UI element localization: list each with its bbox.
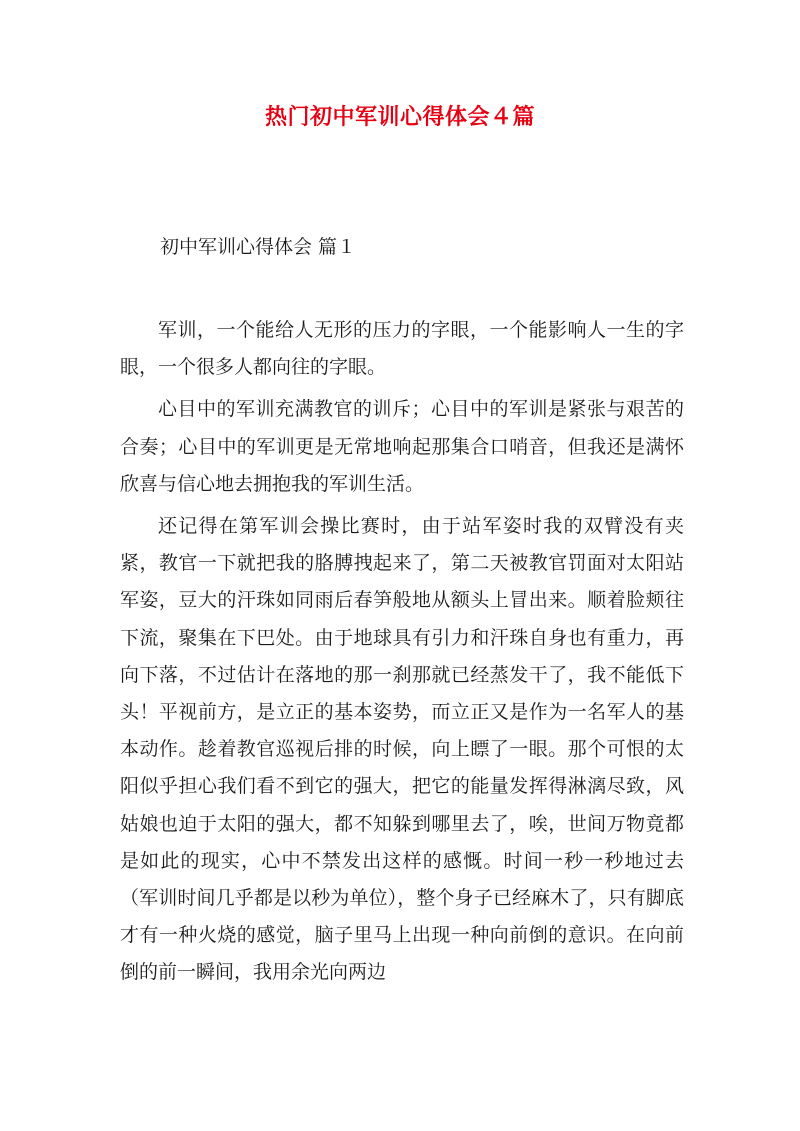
paragraph: 还记得在第军训会操比赛时，由于站军姿时我的双臂没有夹紧，教官一下就把我的胳膊拽起来了，第二天被教官罚面对太阳站军姿，豆大的汗珠如同雨后春笋般地从额头上冒出来。顺着脸颊往下流，聚集在下巴处。由于地球具有引力和汗珠自身也有重力，再向下落，不过估计在落地的那一刹那就已经蒸发干了，我不能低下头！平视前方，是立正的基本姿势，而立正又是作为一名军人的基本动作。趁着教官巡视后排的时候，向上瞟了一眼。那个可恨的太阳似乎担心我们看不到它的强大，把它的能量发挥得淋漓尽致，风姑娘也迫于太阳的强大，都不知躲到哪里去了，唉，世间万物竟都是如此的现实，心中不禁发出这样的感慨。时间一秒一秒地过去（军训时间几乎都是以秒为单位），整个身子已经麻木了，只有脚底才有一种火烧的感觉，脑子里马上出现一种向前倒的意识。在向前倒的前一瞬间，我用余光向两边 (120, 515, 684, 984)
section-heading: 初中军训心得体会 篇１ (160, 236, 357, 258)
paragraph: 心目中的军训充满教官的训斥；心目中的军训是紧张与艰苦的合奏；心目中的军训更是无常地响起那集合口哨音，但我还是满怀欣喜与信心地去拥抱我的军训生活。 (120, 398, 684, 495)
paragraph: 军训，一个能给人无形的压力的字眼，一个能影响人一生的字眼，一个很多人都向往的字眼。 (120, 319, 684, 379)
document-body (120, 312, 684, 997)
document-title: 热门初中军训心得体会４篇 (264, 104, 535, 130)
